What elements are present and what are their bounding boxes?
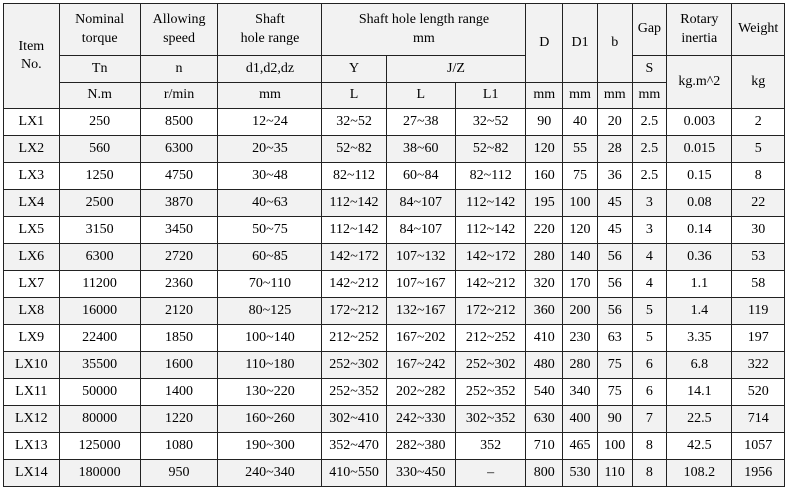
table-row	[4, 352, 785, 379]
cell-speed: 2720	[140, 244, 218, 271]
cell-length-l1: 252~302	[455, 352, 525, 379]
cell-torque: 1250	[59, 163, 140, 190]
cell-length-l1: 32~52	[455, 109, 525, 136]
table-row	[4, 190, 785, 217]
cell-inertia: 0.015	[667, 136, 732, 163]
cell-d1: 170	[563, 271, 598, 298]
cell-d: 480	[526, 352, 563, 379]
cell-b: 36	[597, 163, 632, 190]
cell-d: 160	[526, 163, 563, 190]
cell-item-no: LX12	[4, 406, 60, 433]
cell-gap: 6	[632, 379, 667, 406]
cell-length-y: 142~212	[322, 271, 386, 298]
cell-b: 56	[597, 244, 632, 271]
cell-b: 56	[597, 298, 632, 325]
table-row	[4, 271, 785, 298]
cell-d: 90	[526, 109, 563, 136]
cell-gap: 5	[632, 298, 667, 325]
header-shaft-hole-range: Shaft hole range	[218, 4, 322, 56]
cell-speed: 1080	[140, 433, 218, 460]
cell-shaft-range: 100~140	[218, 325, 322, 352]
cell-inertia: 1.4	[667, 298, 732, 325]
cell-b: 56	[597, 271, 632, 298]
cell-shaft-range: 190~300	[218, 433, 322, 460]
cell-length-l1: 352	[455, 433, 525, 460]
cell-d1: 100	[563, 190, 598, 217]
cell-shaft-range: 160~260	[218, 406, 322, 433]
cell-weight: 197	[732, 325, 785, 352]
cell-d: 120	[526, 136, 563, 163]
cell-length-y: 172~212	[322, 298, 386, 325]
cell-item-no: LX4	[4, 190, 60, 217]
cell-length-jz-l: 282~380	[386, 433, 455, 460]
header-d-unit: mm	[526, 83, 563, 109]
cell-item-no: LX6	[4, 244, 60, 271]
cell-weight: 714	[732, 406, 785, 433]
cell-shaft-range: 20~35	[218, 136, 322, 163]
cell-length-jz-l: 107~132	[386, 244, 455, 271]
cell-torque: 250	[59, 109, 140, 136]
cell-d: 320	[526, 271, 563, 298]
table-row	[4, 163, 785, 190]
cell-d1: 400	[563, 406, 598, 433]
cell-speed: 1600	[140, 352, 218, 379]
cell-inertia: 0.14	[667, 217, 732, 244]
cell-length-y: 252~352	[322, 379, 386, 406]
cell-weight: 53	[732, 244, 785, 271]
header-l-y: L	[322, 83, 386, 109]
header-item-no: Item No.	[4, 4, 60, 109]
header-weight-unit: kg	[732, 56, 785, 109]
cell-length-jz-l: 132~167	[386, 298, 455, 325]
cell-shaft-range: 130~220	[218, 379, 322, 406]
cell-d1: 120	[563, 217, 598, 244]
header-l1: L1	[455, 83, 525, 109]
header-shaft-symbol: d1,d2,dz	[218, 56, 322, 83]
cell-weight: 2	[732, 109, 785, 136]
cell-d: 800	[526, 460, 563, 487]
cell-gap: 8	[632, 460, 667, 487]
header-allowing-speed: Allowing speed	[140, 4, 218, 56]
cell-length-l1: 52~82	[455, 136, 525, 163]
cell-item-no: LX11	[4, 379, 60, 406]
header-shaft-unit: mm	[218, 83, 322, 109]
cell-inertia: 3.35	[667, 325, 732, 352]
cell-shaft-range: 12~24	[218, 109, 322, 136]
cell-inertia: 14.1	[667, 379, 732, 406]
cell-torque: 22400	[59, 325, 140, 352]
cell-gap: 4	[632, 244, 667, 271]
cell-length-jz-l: 38~60	[386, 136, 455, 163]
cell-shaft-range: 30~48	[218, 163, 322, 190]
cell-inertia: 6.8	[667, 352, 732, 379]
table-row	[4, 460, 785, 487]
cell-gap: 3	[632, 190, 667, 217]
cell-length-l1: 252~352	[455, 379, 525, 406]
cell-length-jz-l: 107~167	[386, 271, 455, 298]
cell-length-l1: 82~112	[455, 163, 525, 190]
cell-length-l1: –	[455, 460, 525, 487]
cell-weight: 1956	[732, 460, 785, 487]
cell-d1: 40	[563, 109, 598, 136]
cell-item-no: LX8	[4, 298, 60, 325]
header-jz: J/Z	[386, 56, 526, 83]
cell-gap: 2.5	[632, 163, 667, 190]
header-torque-symbol: Tn	[59, 56, 140, 83]
cell-weight: 5	[732, 136, 785, 163]
coupling-spec-table	[3, 3, 785, 487]
table-header	[4, 4, 785, 109]
cell-length-y: 212~252	[322, 325, 386, 352]
header-b: b	[597, 4, 632, 83]
cell-shaft-range: 70~110	[218, 271, 322, 298]
cell-length-jz-l: 167~242	[386, 352, 455, 379]
cell-shaft-range: 60~85	[218, 244, 322, 271]
table-row	[4, 298, 785, 325]
cell-torque: 80000	[59, 406, 140, 433]
cell-speed: 3870	[140, 190, 218, 217]
table-body	[4, 109, 785, 487]
cell-d: 360	[526, 298, 563, 325]
cell-speed: 2120	[140, 298, 218, 325]
cell-gap: 8	[632, 433, 667, 460]
cell-item-no: LX13	[4, 433, 60, 460]
cell-b: 110	[597, 460, 632, 487]
cell-torque: 6300	[59, 244, 140, 271]
cell-length-l1: 142~212	[455, 271, 525, 298]
cell-d1: 530	[563, 460, 598, 487]
cell-weight: 8	[732, 163, 785, 190]
cell-weight: 322	[732, 352, 785, 379]
cell-d: 410	[526, 325, 563, 352]
cell-b: 28	[597, 136, 632, 163]
cell-item-no: LX5	[4, 217, 60, 244]
cell-speed: 950	[140, 460, 218, 487]
cell-torque: 125000	[59, 433, 140, 460]
cell-shaft-range: 40~63	[218, 190, 322, 217]
cell-gap: 2.5	[632, 136, 667, 163]
table-row	[4, 379, 785, 406]
cell-gap: 4	[632, 271, 667, 298]
cell-inertia: 0.36	[667, 244, 732, 271]
cell-gap: 2.5	[632, 109, 667, 136]
cell-torque: 2500	[59, 190, 140, 217]
cell-d1: 200	[563, 298, 598, 325]
cell-torque: 3150	[59, 217, 140, 244]
cell-d: 220	[526, 217, 563, 244]
cell-d1: 340	[563, 379, 598, 406]
cell-d: 710	[526, 433, 563, 460]
cell-inertia: 0.003	[667, 109, 732, 136]
cell-speed: 6300	[140, 136, 218, 163]
header-b-unit: mm	[597, 83, 632, 109]
cell-b: 45	[597, 190, 632, 217]
cell-shaft-range: 50~75	[218, 217, 322, 244]
cell-item-no: LX14	[4, 460, 60, 487]
cell-length-l1: 142~172	[455, 244, 525, 271]
cell-inertia: 0.08	[667, 190, 732, 217]
cell-gap: 6	[632, 352, 667, 379]
cell-length-jz-l: 27~38	[386, 109, 455, 136]
cell-length-l1: 112~142	[455, 190, 525, 217]
cell-length-y: 142~172	[322, 244, 386, 271]
table-row	[4, 406, 785, 433]
table-row	[4, 109, 785, 136]
table-row	[4, 433, 785, 460]
cell-d1: 140	[563, 244, 598, 271]
cell-item-no: LX9	[4, 325, 60, 352]
cell-inertia: 108.2	[667, 460, 732, 487]
cell-weight: 119	[732, 298, 785, 325]
cell-length-y: 112~142	[322, 217, 386, 244]
cell-item-no: LX2	[4, 136, 60, 163]
cell-weight: 1057	[732, 433, 785, 460]
cell-d: 540	[526, 379, 563, 406]
cell-length-y: 82~112	[322, 163, 386, 190]
cell-length-y: 410~550	[322, 460, 386, 487]
cell-b: 20	[597, 109, 632, 136]
cell-inertia: 0.15	[667, 163, 732, 190]
cell-torque: 560	[59, 136, 140, 163]
cell-gap: 5	[632, 325, 667, 352]
cell-shaft-range: 80~125	[218, 298, 322, 325]
cell-inertia: 1.1	[667, 271, 732, 298]
cell-length-y: 352~470	[322, 433, 386, 460]
cell-shaft-range: 240~340	[218, 460, 322, 487]
cell-weight: 520	[732, 379, 785, 406]
header-l-jz: L	[386, 83, 455, 109]
cell-b: 100	[597, 433, 632, 460]
cell-gap: 7	[632, 406, 667, 433]
cell-speed: 4750	[140, 163, 218, 190]
cell-weight: 22	[732, 190, 785, 217]
cell-length-y: 32~52	[322, 109, 386, 136]
cell-length-y: 112~142	[322, 190, 386, 217]
header-gap: Gap	[632, 4, 667, 56]
header-d: D	[526, 4, 563, 83]
cell-item-no: LX1	[4, 109, 60, 136]
cell-gap: 3	[632, 217, 667, 244]
header-y: Y	[322, 56, 386, 83]
cell-item-no: LX7	[4, 271, 60, 298]
cell-b: 45	[597, 217, 632, 244]
cell-speed: 2360	[140, 271, 218, 298]
cell-length-jz-l: 60~84	[386, 163, 455, 190]
cell-torque: 11200	[59, 271, 140, 298]
cell-inertia: 42.5	[667, 433, 732, 460]
table-row	[4, 217, 785, 244]
cell-d: 195	[526, 190, 563, 217]
header-gap-unit: mm	[632, 83, 667, 109]
cell-length-jz-l: 242~330	[386, 406, 455, 433]
header-nominal-torque: Nominal torque	[59, 4, 140, 56]
cell-length-jz-l: 330~450	[386, 460, 455, 487]
header-d1-unit: mm	[563, 83, 598, 109]
cell-weight: 58	[732, 271, 785, 298]
cell-d1: 465	[563, 433, 598, 460]
cell-torque: 35500	[59, 352, 140, 379]
header-speed-unit: r/min	[140, 83, 218, 109]
cell-torque: 180000	[59, 460, 140, 487]
cell-length-jz-l: 84~107	[386, 190, 455, 217]
header-torque-unit: N.m	[59, 83, 140, 109]
header-d1: D1	[563, 4, 598, 83]
cell-b: 75	[597, 379, 632, 406]
cell-length-l1: 212~252	[455, 325, 525, 352]
table-row	[4, 325, 785, 352]
cell-item-no: LX10	[4, 352, 60, 379]
cell-length-l1: 112~142	[455, 217, 525, 244]
cell-length-jz-l: 167~202	[386, 325, 455, 352]
cell-b: 63	[597, 325, 632, 352]
cell-d1: 230	[563, 325, 598, 352]
cell-b: 75	[597, 352, 632, 379]
cell-length-l1: 172~212	[455, 298, 525, 325]
cell-speed: 3450	[140, 217, 218, 244]
cell-d1: 55	[563, 136, 598, 163]
header-inertia-unit: kg.m^2	[667, 56, 732, 109]
cell-speed: 1850	[140, 325, 218, 352]
cell-length-y: 252~302	[322, 352, 386, 379]
cell-inertia: 22.5	[667, 406, 732, 433]
cell-length-jz-l: 202~282	[386, 379, 455, 406]
cell-d1: 280	[563, 352, 598, 379]
cell-d: 630	[526, 406, 563, 433]
table-row	[4, 244, 785, 271]
cell-speed: 8500	[140, 109, 218, 136]
header-gap-symbol: S	[632, 56, 667, 83]
cell-d: 280	[526, 244, 563, 271]
table-row	[4, 136, 785, 163]
cell-length-jz-l: 84~107	[386, 217, 455, 244]
cell-d1: 75	[563, 163, 598, 190]
cell-length-y: 302~410	[322, 406, 386, 433]
cell-speed: 1220	[140, 406, 218, 433]
cell-length-l1: 302~352	[455, 406, 525, 433]
header-shaft-hole-length-range: Shaft hole length range mm	[322, 4, 526, 56]
cell-torque: 50000	[59, 379, 140, 406]
cell-length-y: 52~82	[322, 136, 386, 163]
header-speed-symbol: n	[140, 56, 218, 83]
cell-shaft-range: 110~180	[218, 352, 322, 379]
cell-torque: 16000	[59, 298, 140, 325]
cell-b: 90	[597, 406, 632, 433]
header-rotary-inertia: Rotary inertia	[667, 4, 732, 56]
cell-weight: 30	[732, 217, 785, 244]
cell-speed: 1400	[140, 379, 218, 406]
header-weight: Weight	[732, 4, 785, 56]
cell-item-no: LX3	[4, 163, 60, 190]
